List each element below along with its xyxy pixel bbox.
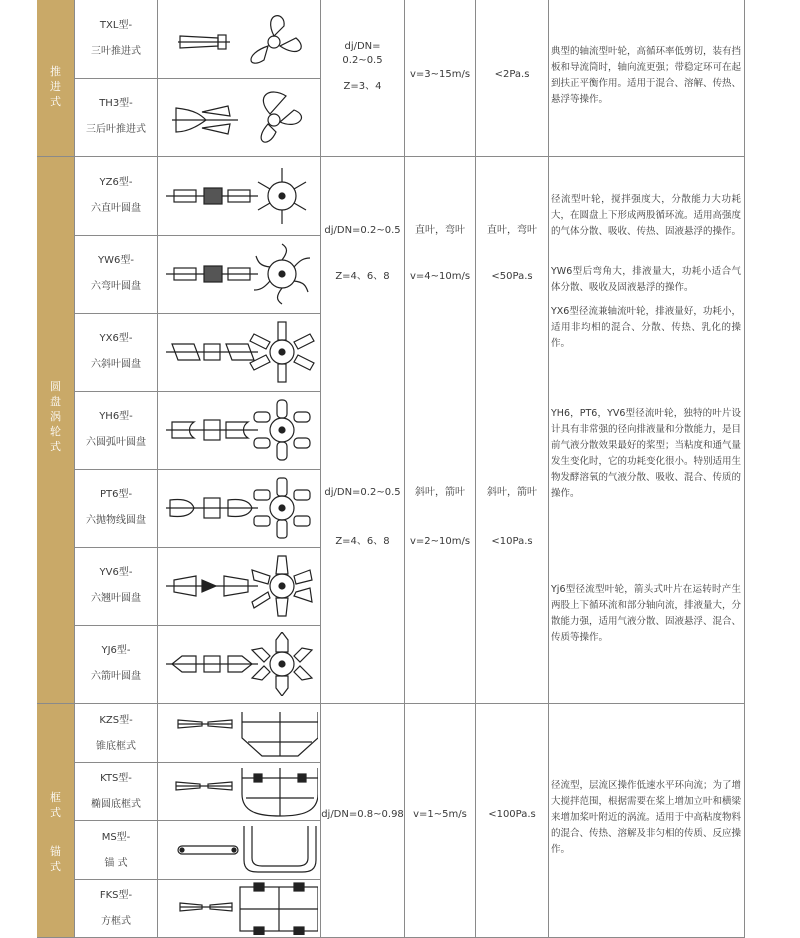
category-propeller — [37, 0, 74, 156]
ratio-range: 0.2~0.5 — [342, 55, 383, 66]
disc-a-ratio: dj/DN=0.2~0.5 — [324, 225, 401, 236]
model-type: 锚 式 — [104, 858, 128, 869]
model-type: 六直叶圆盘 — [91, 203, 141, 214]
model-code: YX6型- — [99, 333, 133, 344]
model-type: 六翘叶圆盘 — [91, 593, 141, 604]
model-type: 六弯叶圆盘 — [91, 281, 141, 292]
yx6-impeller-icon — [158, 320, 318, 384]
model-code: TXL型- — [99, 20, 133, 31]
model-code: YJ6型- — [101, 645, 131, 656]
model-kts — [75, 766, 157, 818]
yz6-impeller-icon — [158, 164, 318, 228]
disc-b-blades: Z=4、6、8 — [335, 536, 390, 547]
model-type: 六抛物线圆盘 — [86, 515, 146, 526]
model-fks — [75, 883, 157, 935]
frame-description: 径流型，层流区操作低速水平环向流；为了增大搅拌范围，根据需要在桨上增加立叶和横梁来增加桨叶附近的涡流。适用于中高粘度物料的混合、传热、溶解及非匀相的传质、反应操作。 — [551, 780, 742, 855]
disc-a-viscosity: <50Pa.s — [491, 271, 533, 282]
category-char: 推 — [50, 65, 61, 78]
model-code: PT6型- — [99, 489, 133, 500]
model-yv6 — [75, 560, 157, 612]
frame-viscosity: <100Pa.s — [488, 809, 536, 820]
frame-speed: v=1~5m/s — [413, 809, 467, 820]
model-code: YV6型- — [99, 567, 133, 578]
model-kzs — [75, 708, 157, 760]
model-code: YZ6型- — [99, 177, 133, 188]
txl-impeller-icon — [158, 8, 318, 72]
model-type: 六箭叶圆盘 — [91, 671, 141, 682]
category-char: 盘 — [50, 395, 61, 408]
model-ms — [75, 825, 157, 877]
yh6-impeller-icon — [158, 398, 318, 462]
disc-a-blades: Z=4、6、8 — [335, 271, 390, 282]
model-th3 — [75, 91, 157, 143]
category-char: 涡 — [50, 410, 61, 423]
yj6-description: Yj6型径流型叶轮，箭头式叶片在运转时产生两股上下循环流和部分轴向流，排液量大，分散能力强，适用气液分散、固液悬浮、混合、传质等操作。 — [551, 584, 742, 643]
category-char: 式 — [50, 806, 61, 819]
disc-b-speed: v=2~10m/s — [409, 536, 471, 547]
category-char: 进 — [50, 80, 61, 93]
frame-ratio: dj/DN=0.8~0.98 — [321, 809, 404, 820]
propeller-ratio — [321, 40, 404, 94]
kzs-frame-icon — [158, 706, 318, 760]
kts-frame-icon — [158, 764, 318, 818]
disc-b-blade-type-2: 斜叶，箭叶 — [487, 487, 537, 498]
yj6-impeller-icon — [158, 632, 318, 696]
yx6-description: YX6型径流兼轴流叶轮，排液量好，功耗小，适用非均相的混合、分散、传热、乳化的操作。 — [551, 306, 741, 349]
model-code: KZS型- — [99, 715, 133, 726]
fks-frame-icon — [158, 881, 318, 935]
disc-a-speed: v=4~10m/s — [409, 271, 471, 282]
yv6-impeller-icon — [158, 554, 318, 618]
model-type: 锥底框式 — [96, 741, 136, 752]
ratio-label: dj/DN= — [344, 41, 381, 52]
category-char: 式 — [50, 95, 61, 108]
disc-b-viscosity: <10Pa.s — [491, 536, 533, 547]
model-code: MS型- — [101, 832, 131, 843]
model-yz6 — [75, 170, 157, 222]
ms-anchor-icon — [158, 822, 318, 876]
yw6-impeller-icon — [158, 242, 318, 306]
category-char: 式 — [50, 440, 61, 453]
category-char: 式 — [50, 860, 61, 873]
category-char: 框 — [50, 791, 61, 804]
model-code: YW6型- — [98, 255, 134, 266]
model-type: 三后叶推进式 — [86, 124, 146, 135]
category-frame-anchor — [37, 704, 74, 938]
model-code: KTS型- — [100, 773, 132, 784]
category-disc-turbine — [37, 157, 74, 703]
model-yj6 — [75, 638, 157, 690]
yh6-description: YH6，PT6，YV6型径流叶轮，独特的叶片设计具有非常强的径向排液量和分散能力，是目前气液分散效果最好的桨型；当粘度和通气量发生变化时，它的功耗变化很小。特别适用生物发酵溶氧的气液分散、吸收、混合、传质的操作。 — [551, 408, 742, 499]
propeller-description: 典型的轴流型叶轮，高循环率低剪切，装有挡板和导流筒时，轴向流更强；带稳定环可在起到扶正平衡作用。适用于混合、溶解、传热、悬浮等操作。 — [551, 46, 742, 105]
model-txl — [75, 13, 157, 65]
model-code: FKS型- — [99, 890, 133, 901]
model-type: 六斜叶圆盘 — [91, 359, 141, 370]
model-type: 三叶推进式 — [91, 46, 141, 57]
model-yh6 — [75, 404, 157, 456]
blade-count: Z=3、4 — [343, 81, 382, 92]
yw6-description: YW6型后弯角大，排液量大，功耗小适合气体分散、吸收及固液悬浮的操作。 — [551, 266, 741, 293]
disc-a-blade-type-2: 直叶，弯叶 — [487, 225, 537, 236]
disc-a-blade-type: 直叶，弯叶 — [415, 225, 465, 236]
propeller-speed: v=3~15m/s — [409, 69, 471, 80]
disc-b-blade-type: 斜叶，箭叶 — [415, 487, 465, 498]
model-pt6 — [75, 482, 157, 534]
model-yw6 — [75, 248, 157, 300]
model-yx6 — [75, 326, 157, 378]
category-char: 轮 — [50, 425, 61, 438]
model-type: 椭圆底框式 — [91, 799, 141, 810]
th3-impeller-icon — [158, 86, 318, 150]
pt6-impeller-icon — [158, 476, 318, 540]
model-code: TH3型- — [99, 98, 133, 109]
propeller-viscosity: <2Pa.s — [494, 69, 530, 80]
model-type: 六圆弧叶圆盘 — [86, 437, 146, 448]
model-code: YH6型- — [99, 411, 133, 422]
disc-b-ratio: dj/DN=0.2~0.5 — [324, 487, 401, 498]
model-type: 方框式 — [101, 916, 131, 927]
category-char: 锚 — [50, 845, 61, 858]
yz6-description: 径流型叶轮，搅拌强度大，分散能力大功耗大，在圆盘上下形成两股循环流。适用高强度的气体分散、吸收、传热、固液悬浮的操作。 — [551, 194, 742, 237]
category-char: 圆 — [50, 380, 61, 393]
